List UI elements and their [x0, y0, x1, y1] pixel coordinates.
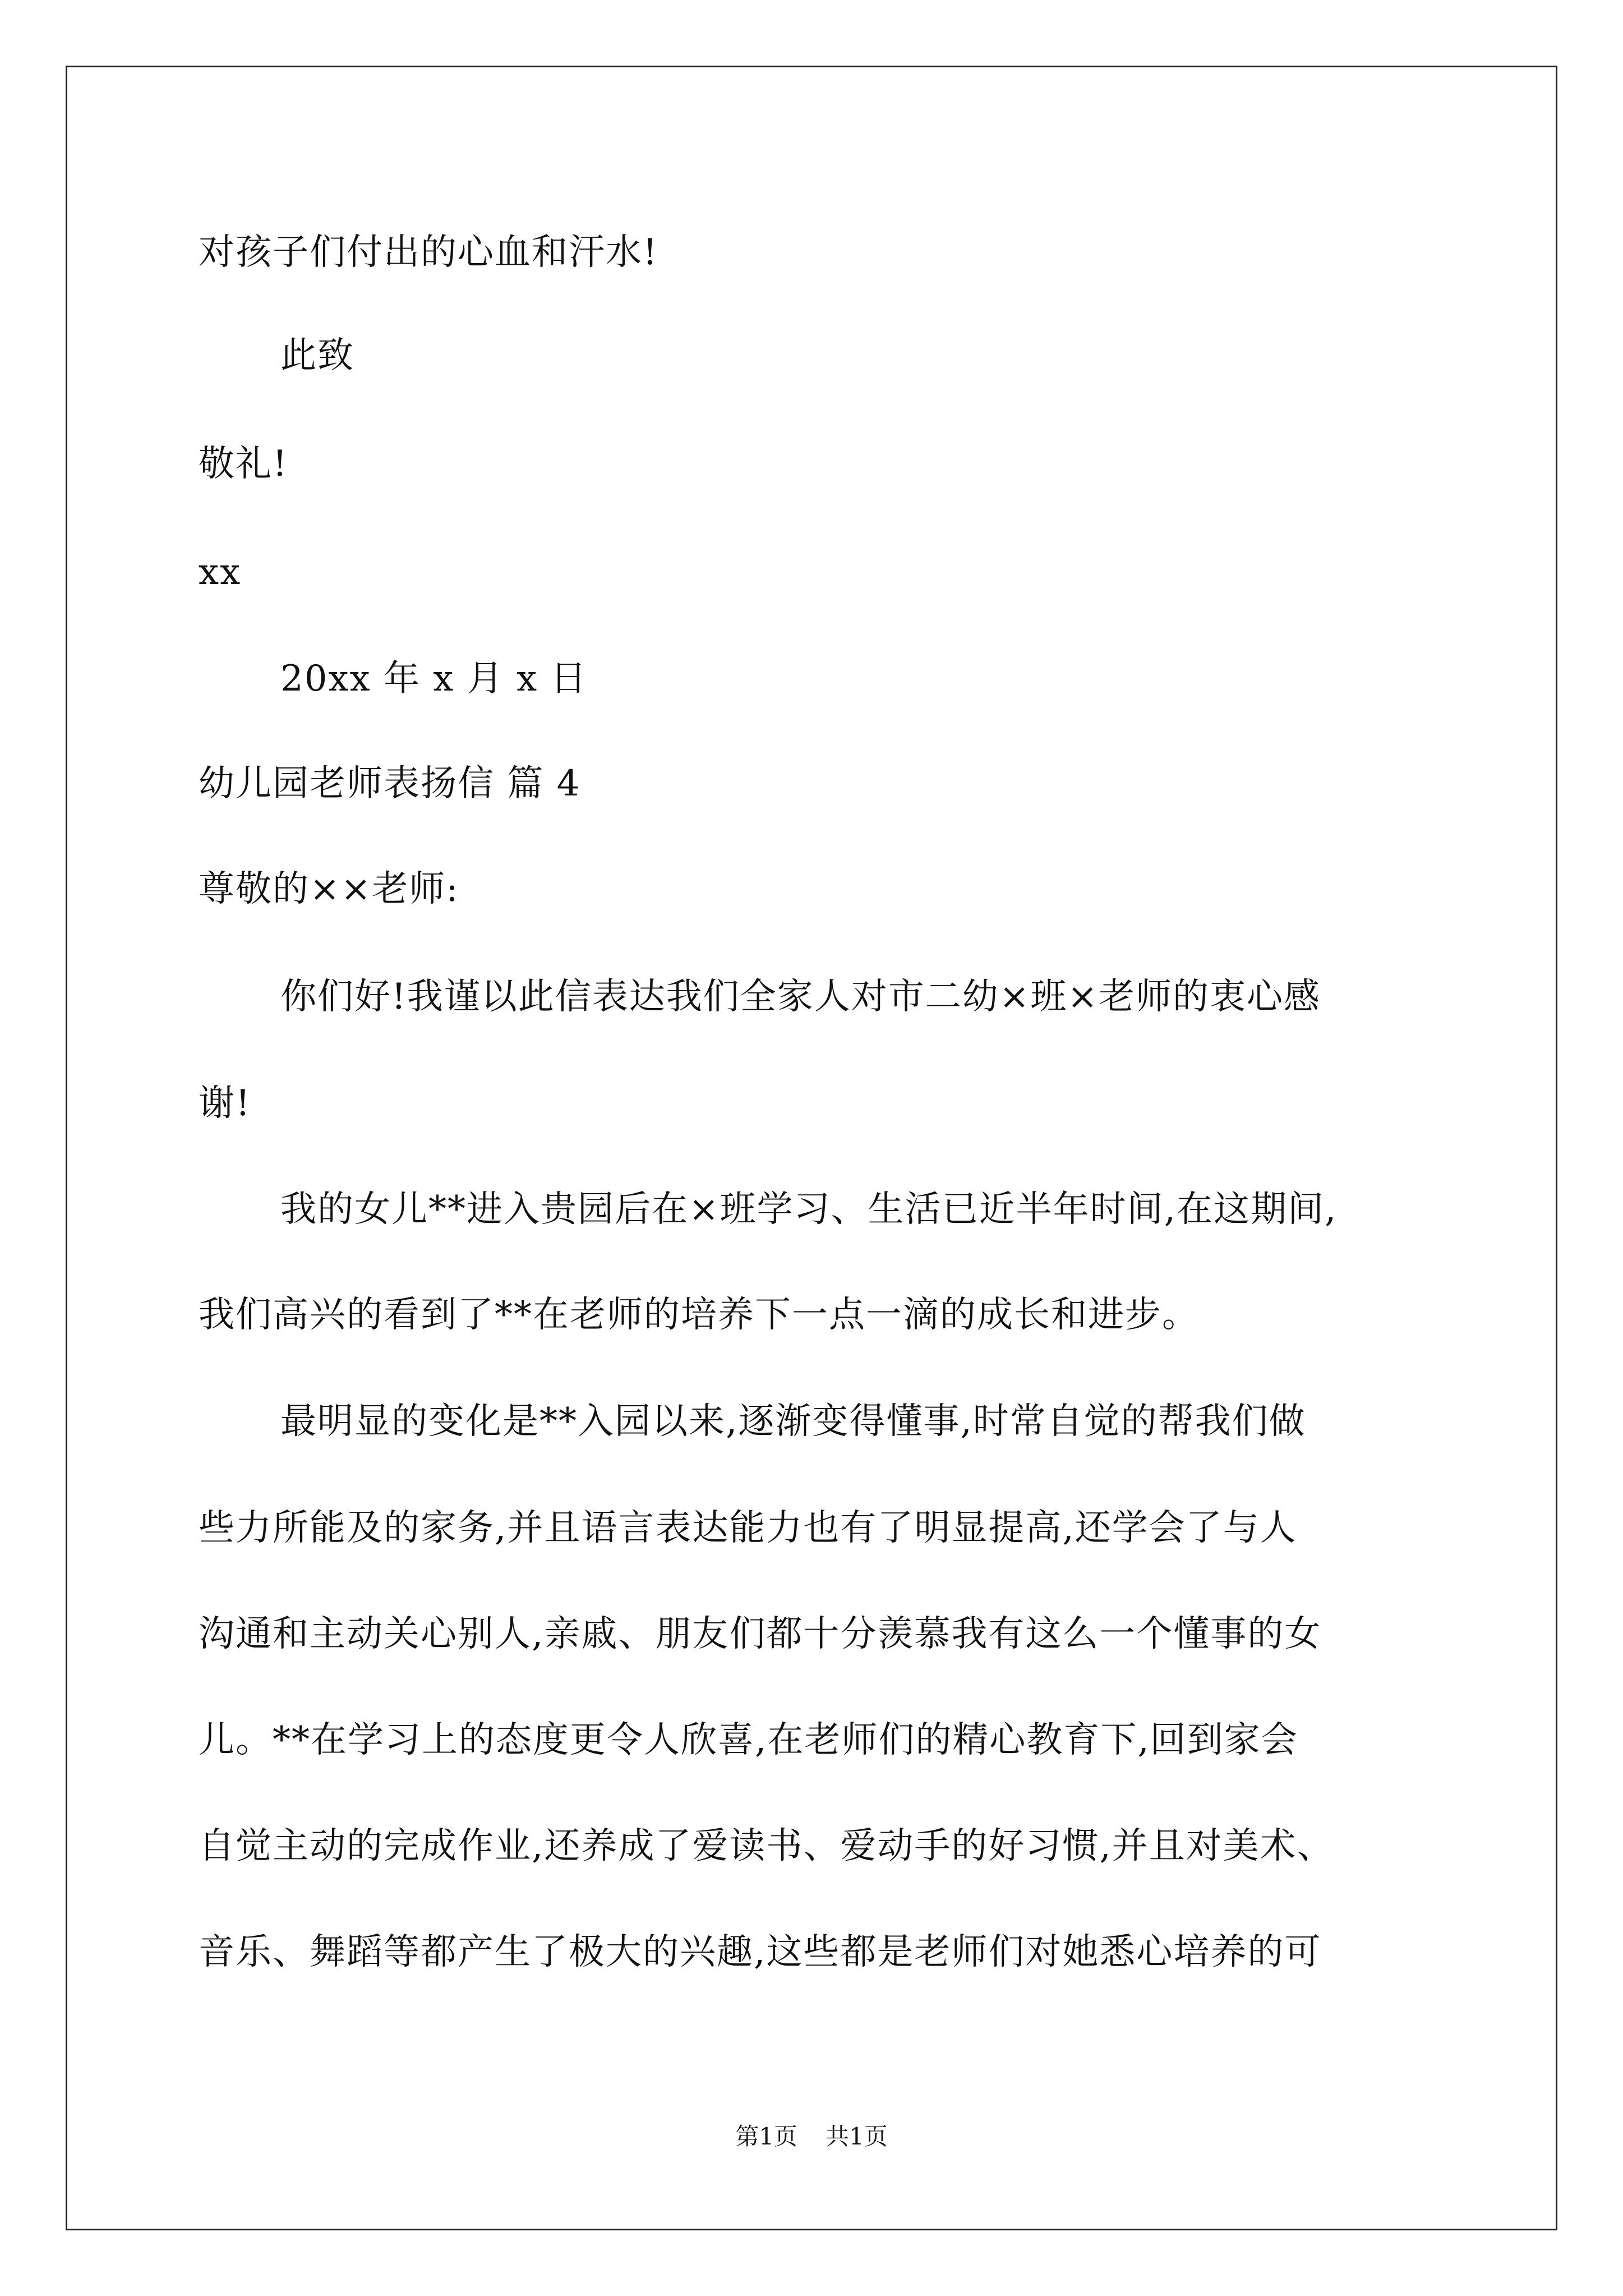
paragraph-line: 谢!	[199, 1083, 251, 1124]
closing-salutation: 此致	[280, 335, 354, 376]
page-number-total: 共1页	[826, 2123, 888, 2150]
paragraph-line: 我们高兴的看到了**在老师的培养下一点一滴的成长和进步。	[199, 1294, 1199, 1336]
paragraph-line: 儿。**在学习上的态度更令人欣喜,在老师们的精心教育下,回到家会	[199, 1719, 1298, 1761]
signature: xx	[199, 551, 242, 593]
paragraph-line: 沟通和主动关心别人,亲戚、朋友们都十分羡慕我有这么一个懂事的女	[199, 1613, 1322, 1655]
paragraph-line: 最明显的变化是**入园以来,逐渐变得懂事,时常自觉的帮我们做	[280, 1401, 1306, 1442]
date-line: 20xx 年 x 月 x 日	[280, 658, 588, 700]
letter-salutation: 尊敬的××老师:	[199, 868, 459, 910]
paragraph-line: 些力所能及的家务,并且语言表达能力也有了明显提高,还学会了与人	[199, 1507, 1297, 1549]
page-border	[66, 66, 1557, 2230]
page-footer	[0, 2125, 1623, 2148]
paragraph-line: 音乐、舞蹈等都产生了极大的兴趣,这些都是老师们对她悉心培养的可	[199, 1931, 1322, 1973]
section-title: 幼儿园老师表扬信 篇 4	[199, 763, 581, 804]
paragraph-line: 自觉主动的完成作业,还养成了爱读书、爱动手的好习惯,并且对美术、	[199, 1825, 1334, 1867]
page-number-current: 第1页	[735, 2123, 797, 2150]
paragraph-line: 你们好!我谨以此信表达我们全家人对市二幼×班×老师的衷心感	[280, 976, 1321, 1018]
paragraph-line: 我的女儿**进入贵园后在×班学习、生活已近半年时间,在这期间,	[280, 1189, 1338, 1230]
closing-greeting: 敬礼!	[199, 443, 288, 485]
text-line: 对孩子们付出的心血和汗水!	[199, 232, 658, 273]
